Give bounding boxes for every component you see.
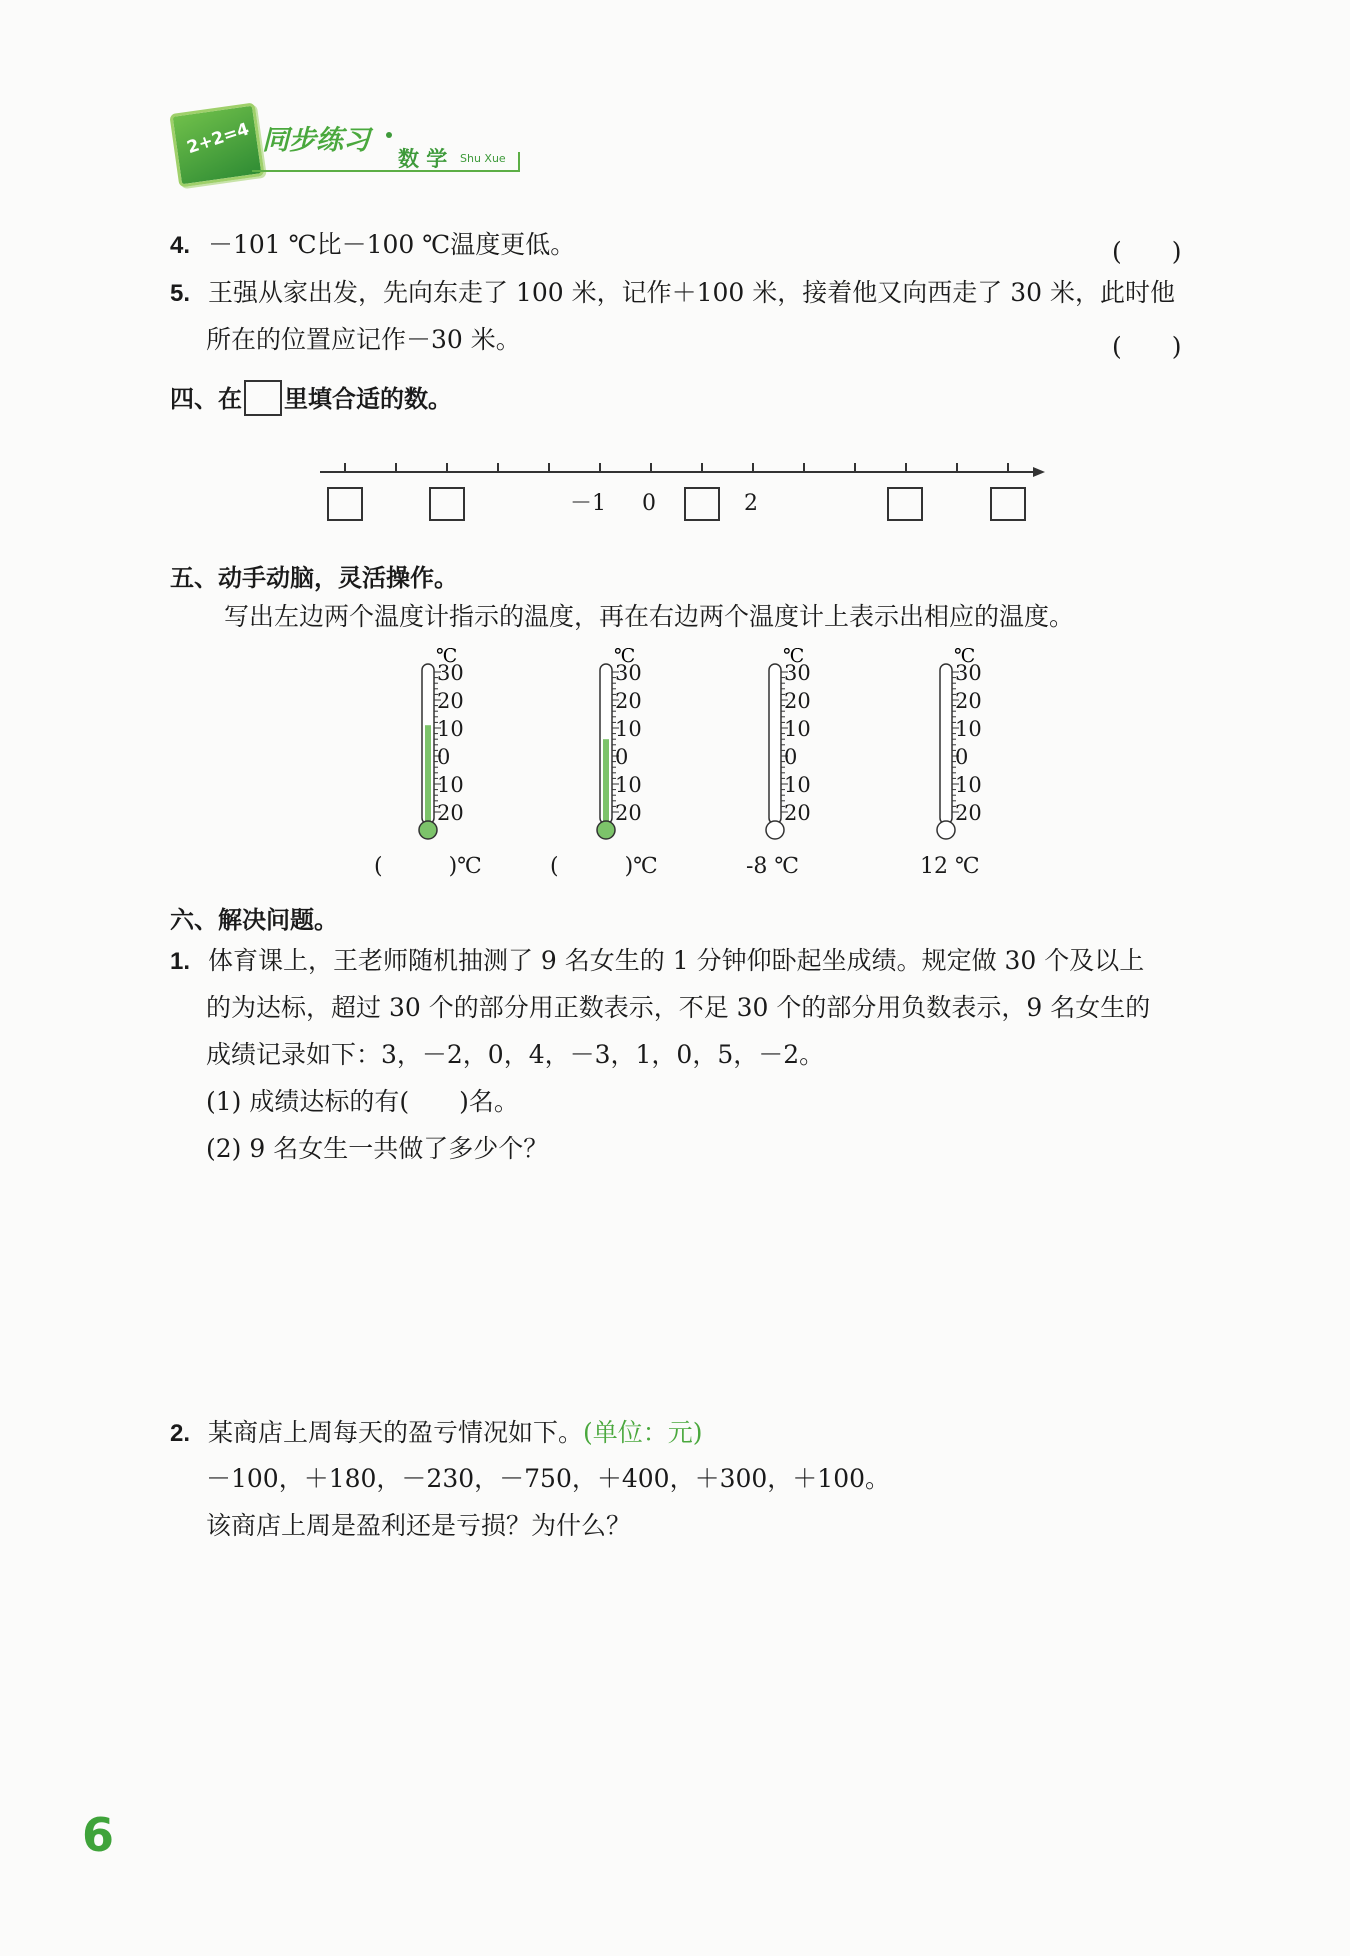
scale-label: 20 [615,801,642,825]
answer-blank-2[interactable]: ( )℃ [550,854,658,879]
question-1-line2: 的为达标，超过 30 个的部分用正数表示，不足 30 个的部分用负数表示，9 名女生的 [206,993,1151,1022]
number-line [300,448,1060,538]
scale-label: 20 [437,689,464,713]
tick-marks [345,463,1008,472]
thermometer [410,648,500,848]
thermometer-bulb [937,821,955,839]
scale-label: 10 [615,773,642,797]
answer-parens[interactable]: ( ) [1112,237,1182,266]
section-5-title: 五、动手动脑，灵活操作。 [170,564,458,592]
question-1-line3: 成绩记录如下：3，－2，0，4，－3，1，0，5，－2。 [206,1040,825,1069]
tick-label: 2 [744,491,758,516]
scale-label: 20 [784,801,811,825]
scale-label: 10 [784,773,811,797]
question-2-line3: 该商店上周是盈利还是亏损？为什么？ [206,1511,632,1540]
scale-label: 20 [784,689,811,713]
item-5-line2: 所在的位置应记作－30 米。 [206,325,521,354]
series-title: 同步练习 [262,125,370,156]
scale-label: 20 [955,689,982,713]
unit-label: ℃ [954,648,976,667]
thermometer-bulb [597,821,615,839]
section-6-title: 六、解决问题。 [170,906,338,934]
scale-label: 0 [955,745,969,769]
question-text: 某商店上周每天的盈亏情况如下。 [207,1418,583,1447]
scale-label: 30 [955,661,982,685]
scale-label: 0 [437,745,451,769]
scale-label: 10 [955,773,982,797]
unit-note: (单位：元) [582,1418,703,1447]
blank-box[interactable] [430,488,464,520]
question-2 [170,1420,703,1446]
item-text: 王强从家出发，先向东走了 100 米，记作＋100 米，接着他又向西走了 30 米，此时他 [207,278,1175,307]
tick-label: －1 [570,491,606,516]
arrow-icon [1033,467,1045,477]
section-5-instruction: 写出左边两个温度计指示的温度，再在右边两个温度计上表示出相应的温度。 [224,602,1075,631]
scale-label: 10 [615,717,642,741]
question-text: 体育课上，王老师随机抽测了 9 名女生的 1 分钟仰卧起坐成绩。规定做 30 个及以上 [207,946,1145,975]
subject-pinyin: Shu Xue [460,152,506,165]
unit-label: ℃ [783,648,805,667]
question-1 [170,948,1144,974]
unit-label: ℃ [436,648,458,667]
scale-label: 20 [615,689,642,713]
dot-icon [386,132,392,138]
answer-blank-1[interactable]: ( )℃ [374,854,482,879]
subject-label: 数 学 [398,147,448,171]
blank-box-icon [244,380,282,416]
given-temperature-1: -8 ℃ [746,854,800,879]
blank-box[interactable] [888,488,922,520]
mercury-column [603,739,609,826]
scale-label: 30 [437,661,464,685]
section-title-part: 四、在 [170,385,242,413]
thermometer-tube [769,664,781,824]
scale-label: 10 [955,717,982,741]
question-2-line2: －100，＋180，－230，－750，＋400，＋300，＋100。 [206,1464,891,1493]
item-5 [170,280,1175,306]
thermometer[interactable] [928,648,1018,848]
thermometer-bulb [419,821,437,839]
scale-label: 10 [784,717,811,741]
scale-label: 10 [437,773,464,797]
tick-label: 0 [642,491,656,516]
chalkboard-logo [169,102,264,187]
scale-label: 0 [615,745,629,769]
scale-label: 0 [784,745,798,769]
given-temperature-2: 12 ℃ [920,854,980,879]
question-1-sub1[interactable]: (1) 成绩达标的有( )名。 [206,1087,519,1116]
thermometer-bulb [766,821,784,839]
scale-label: 30 [615,661,642,685]
scale-label: 10 [437,717,464,741]
blank-box[interactable] [328,488,362,520]
item-4 [170,232,575,258]
blank-box[interactable] [685,488,719,520]
blank-box[interactable] [991,488,1025,520]
question-number: 1. [170,948,191,975]
board-text: 2+2=4 [184,119,252,159]
mercury-column [425,725,431,826]
item-number: 4. [170,232,191,259]
answer-parens[interactable]: ( ) [1112,332,1182,361]
scale-label: 30 [784,661,811,685]
section-4-title [170,379,452,418]
unit-label: ℃ [614,648,636,667]
thermometer [588,648,678,848]
scale-label: 20 [955,801,982,825]
thermometer-tube [940,664,952,824]
question-1-sub2: (2) 9 名女生一共做了多少个？ [206,1134,549,1163]
page-number: 6 [82,1808,115,1862]
item-text: －101 ℃比－100 ℃温度更低。 [207,230,576,259]
question-number: 2. [170,1420,191,1447]
thermometer[interactable] [757,648,847,848]
section-title-part: 里填合适的数。 [284,385,452,413]
item-number: 5. [170,280,191,307]
scale-label: 20 [437,801,464,825]
